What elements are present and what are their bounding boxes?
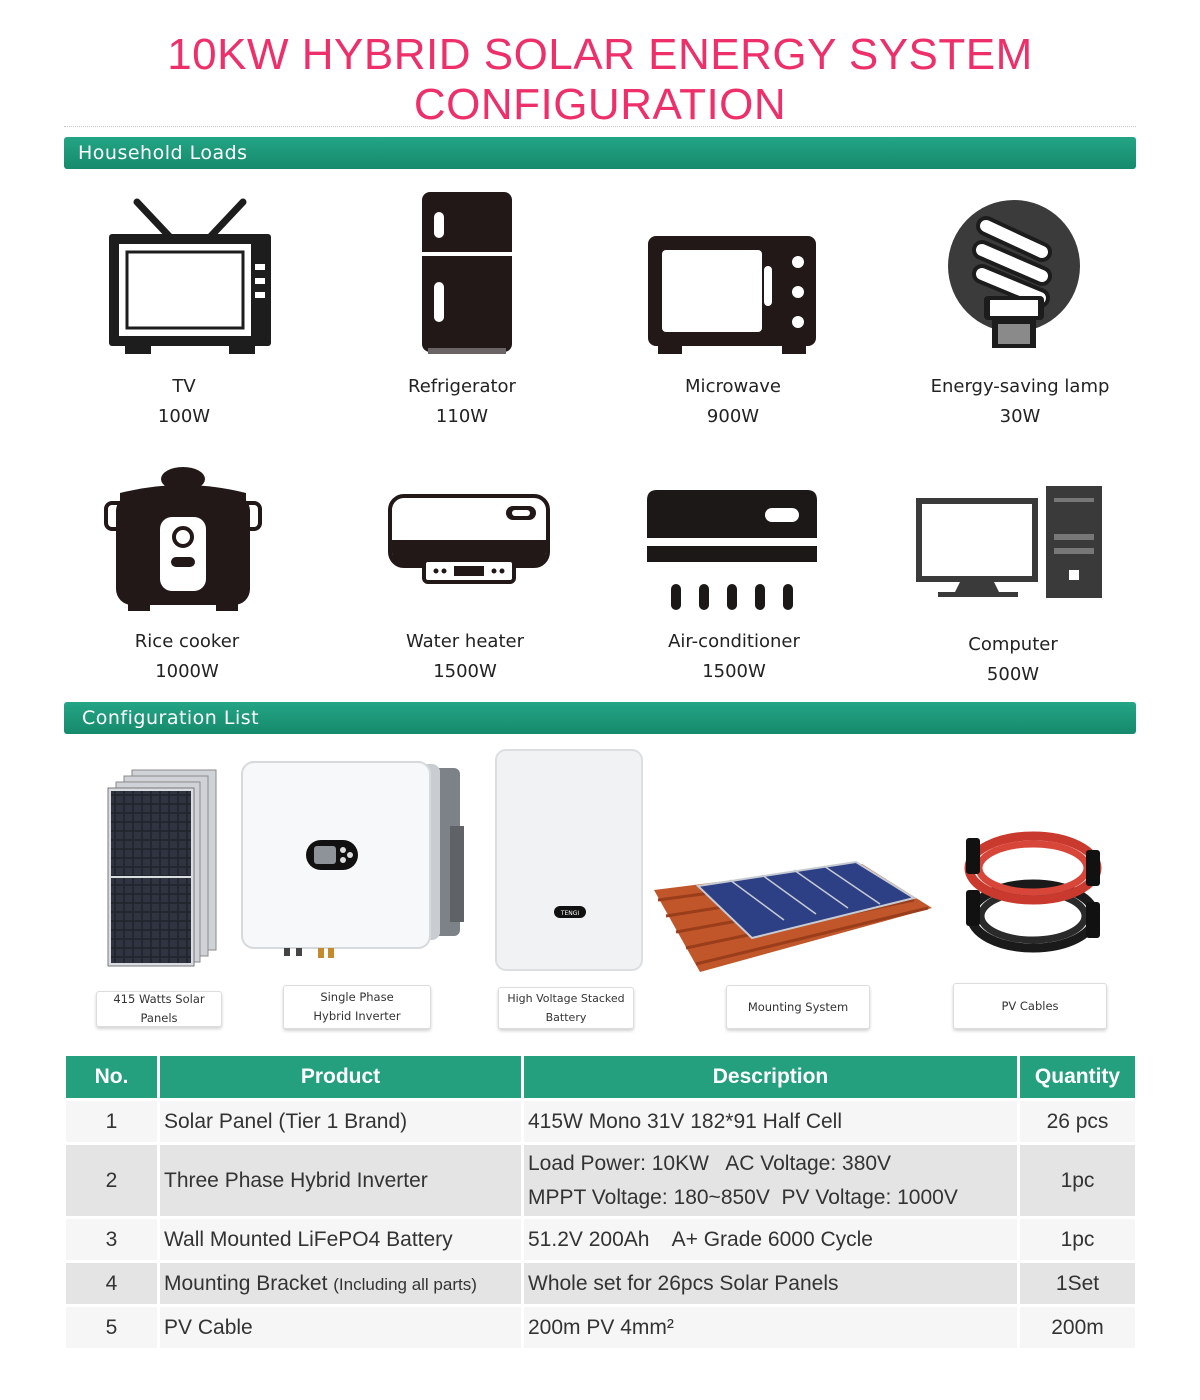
computer-icon xyxy=(914,484,1104,600)
air-conditioner-icon xyxy=(645,488,819,614)
column-header-description: Description xyxy=(524,1056,1020,1098)
load-power: 1000W xyxy=(155,661,219,682)
load-name: Microwave xyxy=(685,376,781,397)
cell-no: 2 xyxy=(66,1142,160,1216)
load-power: 500W xyxy=(986,664,1040,685)
table-row xyxy=(66,1260,1135,1304)
load-label-rice-cooker xyxy=(67,627,307,687)
product-label-pv-cables xyxy=(953,983,1107,1029)
load-name: TV xyxy=(172,376,196,397)
configuration-list-header xyxy=(64,702,1136,734)
load-label-lamp xyxy=(900,372,1140,432)
hybrid-inverter-image xyxy=(240,760,468,960)
cell-quantity: 1pc xyxy=(1020,1216,1135,1260)
rice-cooker-icon xyxy=(104,465,262,613)
microwave-icon xyxy=(646,234,818,356)
battery-image xyxy=(494,748,644,972)
product-label-text: Mounting System xyxy=(747,999,849,1014)
product-label-battery xyxy=(498,987,634,1029)
pv-cables-image xyxy=(958,818,1108,958)
cell-product: Three Phase Hybrid Inverter xyxy=(160,1142,524,1216)
load-power: 1500W xyxy=(433,661,497,682)
product-label-line1: Single Phase xyxy=(320,990,394,1004)
table-header-row xyxy=(66,1056,1135,1098)
load-label-microwave xyxy=(613,372,853,432)
load-power: 30W xyxy=(999,406,1041,427)
load-name: Air-conditioner xyxy=(668,631,800,652)
household-loads-title: Household Loads xyxy=(78,142,248,164)
load-name: Computer xyxy=(968,634,1058,655)
cell-product: PV Cable xyxy=(160,1304,524,1348)
column-header-no: No. xyxy=(66,1056,160,1098)
load-power: 110W xyxy=(435,406,489,427)
title-divider xyxy=(64,126,1136,127)
product-label-line1: High Voltage Stacked xyxy=(507,992,625,1005)
load-name: Refrigerator xyxy=(408,376,516,397)
product-label-text: PV Cables xyxy=(1001,998,1059,1013)
description-line2: MPPT Voltage: 180~850V PV Voltage: 1000V xyxy=(528,1185,958,1209)
product-note: (Including all parts) xyxy=(333,1274,477,1294)
product-label-inverter xyxy=(283,985,431,1029)
product-label-mounting xyxy=(726,985,870,1029)
product-name: Mounting Bracket xyxy=(164,1271,328,1295)
load-power: 1500W xyxy=(702,661,766,682)
column-header-product: Product xyxy=(160,1056,524,1098)
table-row xyxy=(66,1304,1135,1348)
product-label-line2: Battery xyxy=(545,1011,587,1024)
column-header-quantity: Quantity xyxy=(1020,1056,1135,1098)
load-label-air-conditioner xyxy=(614,627,854,687)
cell-no: 4 xyxy=(66,1260,160,1304)
product-label-line2: Hybrid Inverter xyxy=(313,1009,401,1023)
cell-description: Whole set for 26pcs Solar Panels xyxy=(524,1260,1020,1304)
cell-product: Solar Panel (Tier 1 Brand) xyxy=(160,1098,524,1142)
cell-no: 1 xyxy=(66,1098,160,1142)
product-label-solar-panels xyxy=(96,991,222,1027)
load-label-water-heater xyxy=(345,627,585,687)
household-loads-header xyxy=(64,137,1136,169)
cell-description: 51.2V 200Ah A+ Grade 6000 Cycle xyxy=(524,1216,1020,1260)
cell-quantity: 26 pcs xyxy=(1020,1098,1135,1142)
cell-description xyxy=(524,1142,1020,1216)
load-power: 100W xyxy=(157,406,211,427)
mounting-system-image xyxy=(652,860,934,976)
table-row xyxy=(66,1142,1135,1216)
load-label-refrigerator xyxy=(342,372,582,432)
cell-product: Wall Mounted LiFePO4 Battery xyxy=(160,1216,524,1260)
load-name: Energy-saving lamp xyxy=(930,376,1110,397)
battery-brand-logo: TENGI xyxy=(560,910,580,917)
cell-description: 200m PV 4mm² xyxy=(524,1304,1020,1348)
table-row xyxy=(66,1098,1135,1142)
load-name: Water heater xyxy=(406,631,524,652)
load-power: 900W xyxy=(706,406,760,427)
configuration-table xyxy=(66,1056,1135,1348)
load-name: Rice cooker xyxy=(134,631,240,652)
refrigerator-icon xyxy=(420,190,514,356)
lamp-icon xyxy=(946,198,1082,354)
cell-product xyxy=(160,1260,524,1304)
tv-icon xyxy=(105,198,275,356)
cell-no: 5 xyxy=(66,1304,160,1348)
configuration-list-title: Configuration List xyxy=(82,707,260,729)
water-heater-icon xyxy=(388,494,550,584)
cell-quantity: 1pc xyxy=(1020,1142,1135,1216)
cell-quantity: 200m xyxy=(1020,1304,1135,1348)
solar-panels-image xyxy=(106,768,220,970)
cell-description: 415W Mono 31V 182*91 Half Cell xyxy=(524,1098,1020,1142)
cell-no: 3 xyxy=(66,1216,160,1260)
description-line1: Load Power: 10KW AC Voltage: 380V xyxy=(528,1151,892,1175)
cell-quantity: 1Set xyxy=(1020,1260,1135,1304)
load-label-computer xyxy=(893,630,1133,690)
page-title: 10KW HYBRID SOLAR ENERGY SYSTEM CONFIGURATION xyxy=(167,30,1033,129)
load-label-tv xyxy=(64,372,304,432)
product-label-text: 415 Watts Solar Panels xyxy=(113,992,205,1025)
table-row xyxy=(66,1216,1135,1260)
